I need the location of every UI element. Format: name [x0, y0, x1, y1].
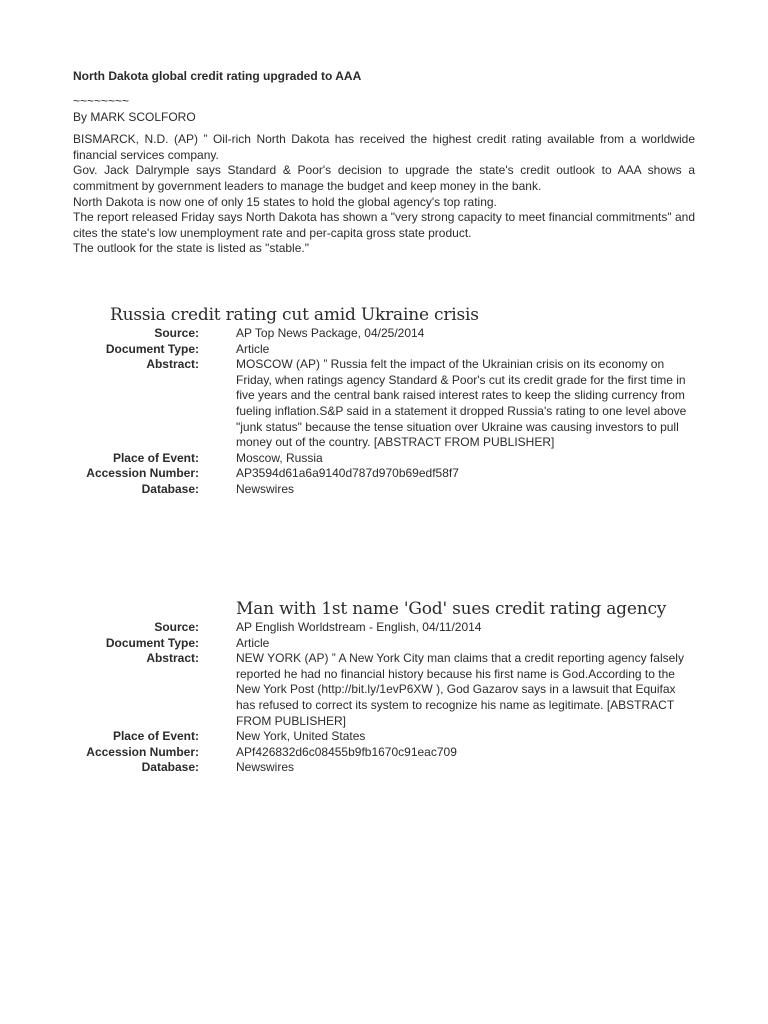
- place-of-event-label: Place of Event:: [112, 729, 199, 744]
- field-source: [0, 620, 768, 636]
- source-value: AP English Worldstream - English, 04/11/2014: [236, 620, 482, 634]
- paragraph: The report released Friday says North Dakota has shown a "very strong capacity to meet financial commitments" and cites the state's low unemployment rate and per-capita gross state product.: [73, 210, 695, 240]
- field-source: [0, 326, 768, 342]
- document-type-label: Document Type:: [105, 635, 199, 650]
- paragraph: BISMARCK, N.D. (AP) ” Oil-rich North Dakota has received the highest credit rating available from a worldwide financial services company.: [73, 132, 695, 162]
- field-database: [0, 760, 768, 776]
- field-database: [0, 482, 768, 498]
- field-abstract: [0, 357, 768, 451]
- article-title: North Dakota global credit rating upgraded to AAA: [73, 69, 362, 83]
- paragraph: Gov. Jack Dalrymple says Standard & Poor's decision to upgrade the state's credit outlook to AAA shows a commitment by government leaders to manage the budget and keep money in the bank.: [73, 163, 695, 193]
- record-title[interactable]: Russia credit rating cut amid Ukraine crisis: [110, 305, 479, 325]
- source-value: AP Top News Package, 04/25/2014: [236, 326, 425, 340]
- byline: By MARK SCOLFORO: [73, 109, 196, 124]
- abstract-value: MOSCOW (AP) ” Russia felt the impact of the Ukrainian crisis on its economy on Friday, when ratings agency Standard & Poor's cut its credit grade for the first time in five years and the central bank raised interest rates to keep the sliding currency from fueling inflation.S&P said in a statement it dropped Russia's rating to one level above "junk status" because the tense situation over Ukraine was causing investors to pull money out of the country. [ABSTRACT FROM PUBLISHER]: [236, 357, 687, 450]
- document-type-value: Article: [236, 635, 270, 650]
- field-place-of-event: [0, 729, 768, 745]
- database-label: Database:: [141, 481, 199, 496]
- source-label: Source:: [154, 326, 199, 340]
- accession-number-label: Accession Number:: [86, 466, 199, 481]
- field-document-type: [0, 636, 768, 652]
- abstract-value: NEW YORK (AP) ” A New York City man claims that a credit reporting agency falsely reported he had no financial history because his first name is God.According to the New York Post (http://bit.ly/1evP6XW ), God Gazarov says in a lawsuit that Equifax has refused to correct its system to recognize his name as legitimate. [ABSTRACT FROM PUBLISHER]: [236, 651, 684, 728]
- field-accession-number: [0, 745, 768, 761]
- field-accession-number: [0, 466, 768, 482]
- database-label: Database:: [141, 760, 199, 775]
- separator: ~~~~~~~~: [73, 94, 130, 108]
- abstract-label: Abstract:: [146, 651, 199, 666]
- document-type-label: Document Type:: [105, 341, 199, 356]
- record-russia: [0, 304, 768, 498]
- paragraph: The outlook for the state is listed as "stable.": [73, 241, 309, 256]
- record-god-lawsuit: [0, 598, 768, 776]
- database-value: Newswires: [236, 481, 295, 496]
- database-value: Newswires: [236, 760, 295, 775]
- place-of-event-label: Place of Event:: [112, 450, 199, 465]
- source-label: Source:: [154, 620, 199, 634]
- field-document-type: [0, 342, 768, 358]
- place-of-event-value: Moscow, Russia: [236, 450, 323, 465]
- accession-number-label: Accession Number:: [86, 744, 199, 759]
- field-abstract: [0, 651, 768, 729]
- document-type-value: Article: [236, 341, 270, 356]
- field-place-of-event: [0, 451, 768, 467]
- paragraph: North Dakota is now one of only 15 states to hold the global agency's top rating.: [73, 194, 497, 209]
- accession-number-value: AP3594d61a6a9140d787d970b69edf58f7: [236, 466, 459, 481]
- place-of-event-value: New York, United States: [236, 729, 366, 744]
- article-north-dakota: [73, 69, 695, 257]
- abstract-label: Abstract:: [146, 357, 199, 372]
- accession-number-value: APf426832d6c08455b9fb1670c91eac709: [236, 744, 457, 759]
- record-title[interactable]: Man with 1st name 'God' sues credit rating agency: [236, 599, 667, 619]
